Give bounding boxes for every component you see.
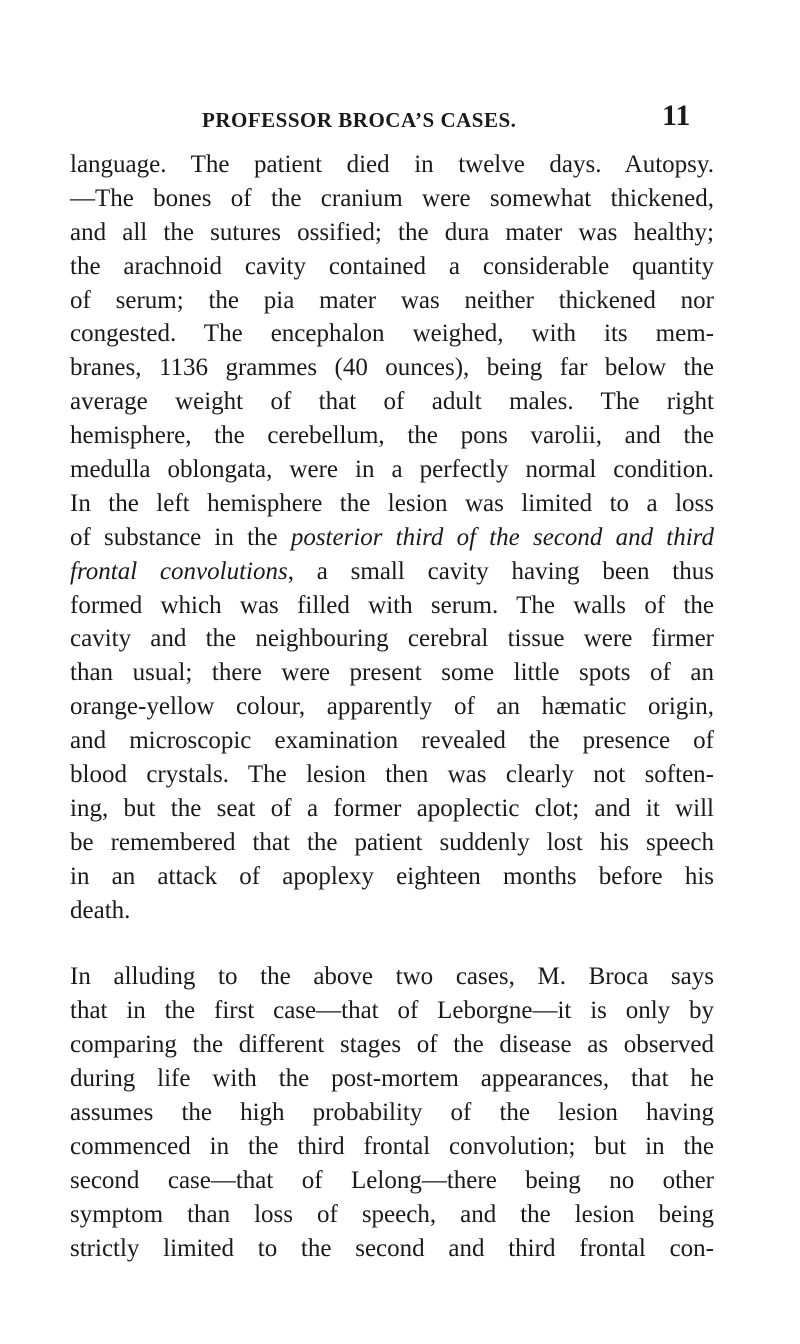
text-line: blood crystals. The lesion then was clearly not soften- [70,761,714,789]
text-line: symptom than loss of speech, and the lesion being [70,1200,714,1228]
italic-phrase: posterior third of the second and third [290,523,714,551]
text-line: be remembered that the patient suddenly lost his speech [70,828,714,856]
text-line: In the left hemisphere the lesion was limited to a loss [70,489,714,517]
text-line: of serum; the pia mater was neither thickened nor [70,286,714,314]
text-line: and microscopic examination revealed the presence of [70,727,714,755]
text-line: congested. The encephalon weighed, with its mem- [70,320,714,348]
text-line: medulla oblongata, were in a perfectly normal condition. [70,456,714,484]
paragraph-autopsy [70,148,714,927]
italic-phrase: frontal convolutions [70,557,288,585]
paragraph-gap [70,927,714,960]
text-line: that in the first case—that of Leborgne—it is only by [70,997,714,1025]
page-number: 11 [662,99,691,132]
running-title: PROFESSOR BROCA’S CASES. [202,108,517,132]
text-line: frontal convolutions, a small cavity having been thus [70,557,714,585]
text-line: —The bones of the cranium were somewhat thickened, [70,184,714,212]
text-line: strictly limited to the second and third frontal con- [70,1234,714,1262]
text-line: than usual; there were present some little spots of an [70,659,714,687]
running-head [0,96,800,136]
text-line: second case—that of Lelong—there being no other [70,1166,714,1194]
text-line: language. The patient died in twelve days. Autopsy. [70,151,714,178]
text-line: ing, but the seat of a former apoplectic clot; and it will [70,794,714,822]
text-line: In alluding to the above two cases, M. Broca says [70,963,714,991]
text-line: the arachnoid cavity contained a considerable quantity [70,252,714,280]
text-line: in an attack of apoplexy eighteen months before his [70,862,714,890]
text-line: orange-yellow colour, apparently of an hæmatic origin, [70,693,714,721]
body-text [70,148,714,1266]
text-line: during life with the post-mortem appearances, that he [70,1065,714,1093]
text-line: assumes the high probability of the lesion having [70,1099,714,1127]
text-line: branes, 1136 grammes (40 ounces), being far below the [70,354,714,382]
text-line: cavity and the neighbouring cerebral tissue were firmer [70,625,714,653]
text-line: and all the sutures ossified; the dura mater was healthy; [70,218,714,246]
text-line: average weight of that of adult males. The right [70,388,714,416]
text-line: death. [70,896,131,924]
text-line: formed which was filled with serum. The walls of the [70,591,714,619]
text-line: commenced in the third frontal convolution; but in the [70,1132,714,1160]
text-line: of substance in the posterior third of the second and third [70,523,714,551]
text-line: comparing the different stages of the disease as observed [70,1031,714,1059]
paragraph-broca-commentary [70,960,714,1265]
text-line: hemisphere, the cerebellum, the pons varolii, and the [70,422,714,450]
